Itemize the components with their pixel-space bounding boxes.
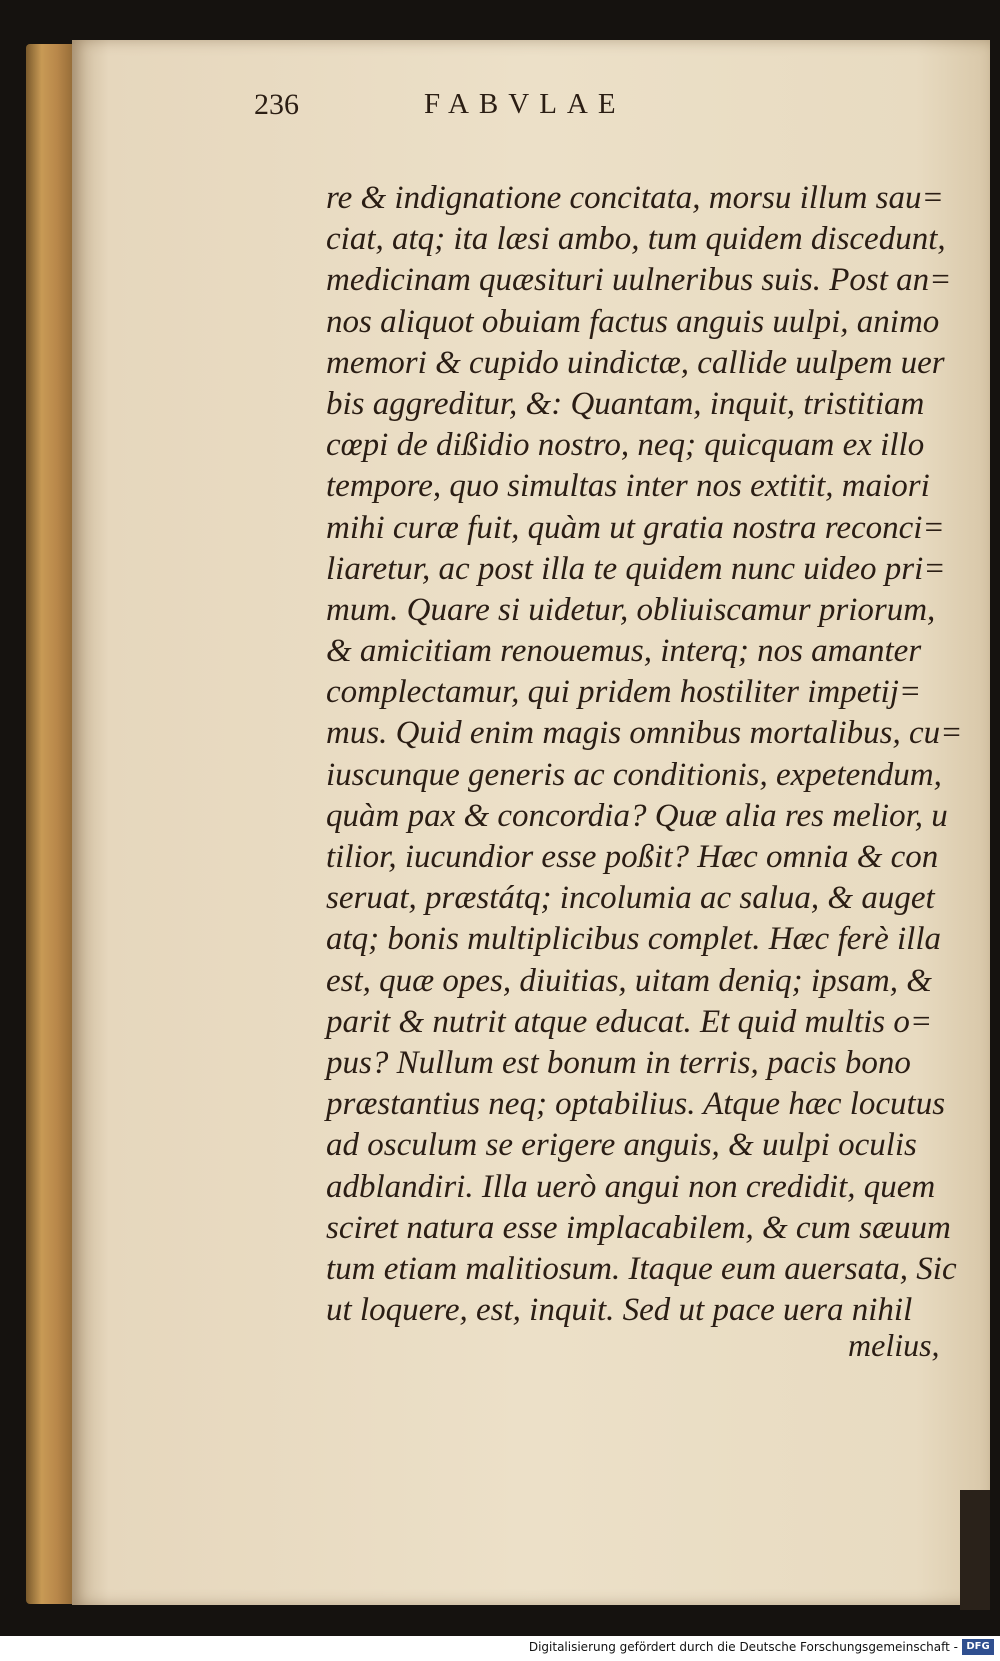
text-line: adblandiri. Illa uerò angui non credidit, quem <box>326 1168 936 1205</box>
text-line: medicinam quæsituri uulneribus suis. Post an= <box>326 262 952 299</box>
text-line: est, quæ opes, diuitias, uitam deniq; ipsam, & <box>326 962 932 999</box>
text-line: nos aliquot obuiam factus anguis uulpi, animo <box>326 303 940 340</box>
text-line: pus? Nullum est bonum in terris, pacis bono <box>326 1044 911 1081</box>
text-line: mus. Quid enim magis omnibus mortalibus, cu= <box>326 715 963 752</box>
page-shadow-corner <box>960 1490 990 1610</box>
body-text <box>326 178 963 1331</box>
text-line: tilior, iucundior esse poßit? Hæc omnia & con <box>326 839 939 875</box>
book-fore-edge <box>26 44 78 1604</box>
text-line: mum. Quare si uidetur, obliuiscamur priorum, <box>326 591 936 628</box>
text-line: bis aggreditur, &: Quantam, inquit, tristitiam <box>326 385 925 422</box>
digitization-credit: Digitalisierung gefördert durch die Deutsche Forschungsgemeinschaft - <box>528 1640 958 1654</box>
text-line: tempore, quo simultas inter nos extitit, maiori <box>326 468 930 505</box>
text-line: atq; bonis multiplicibus complet. Hæc ferè illa <box>326 921 942 958</box>
page-number: 236 <box>254 88 299 121</box>
text-line: ut loquere, est, inquit. Sed ut pace uera nihil <box>326 1292 913 1329</box>
text-line: complectamur, qui pridem hostiliter impetij= <box>326 674 922 711</box>
text-line: parit & nutrit atque educat. Et quid multis o= <box>326 1003 933 1040</box>
running-head: FABVLAE <box>424 88 626 120</box>
text-line: seruat, præstátq; incolumia ac salua, & auget <box>326 880 935 917</box>
text-line: cœpi de dißidio nostro, neq; quicquam ex illo <box>326 427 925 464</box>
text-line: iuscunque generis ac conditionis, expetendum, <box>326 756 942 793</box>
text-line: ciat, atq; ita læsi ambo, tum quidem discedunt, <box>326 221 946 258</box>
text-line: tum etiam malitiosum. Itaque eum auersata, Sic <box>326 1250 957 1287</box>
text-line: memori & cupido uindictæ, callide uulpem uer <box>326 344 945 381</box>
text-line: præstantius neq; optabilius. Atque hæc locutus <box>326 1086 946 1123</box>
text-line: mihi curæ fuit, quàm ut gratia nostra reconci= <box>326 509 945 546</box>
catchword: melius, <box>848 1327 940 1363</box>
text-line: liaretur, ac post illa te quidem nunc uideo pri= <box>326 550 946 587</box>
text-line: & amicitiam renouemus, interq; nos amanter <box>326 633 922 670</box>
text-line: ad osculum se erigere anguis, & uulpi oculis <box>326 1127 917 1164</box>
page-header <box>254 88 834 148</box>
dfg-logo: DFG <box>962 1639 994 1655</box>
text-line: sciret natura esse implacabilem, & cum sæuum <box>326 1209 951 1246</box>
text-line: quàm pax & concordia? Quæ alia res melior, u <box>326 797 948 834</box>
text-line: re & indignatione concitata, morsu illum sau= <box>326 180 944 216</box>
